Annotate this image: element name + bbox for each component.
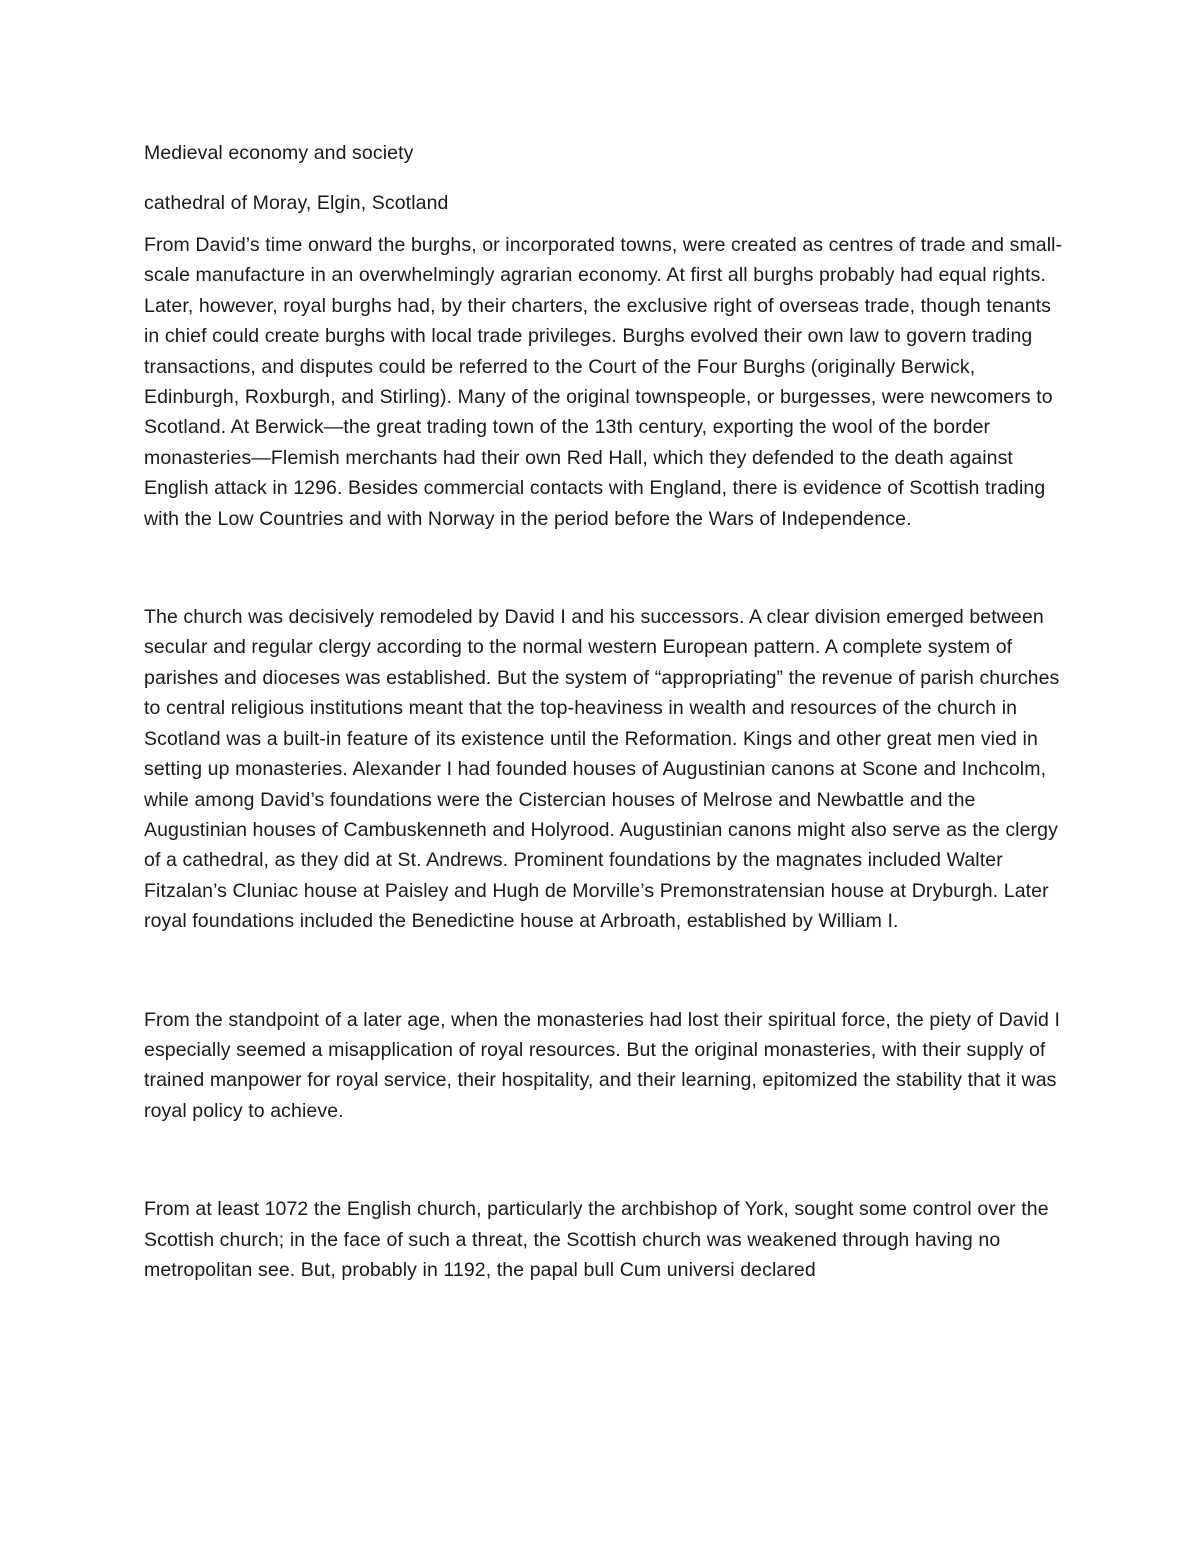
paragraph-church: The church was decisively remodeled by David I and his successors. A clear division emerged between secular and regular clergy according to the normal western European pattern. A complete system of parishes and dioceses was established. But the system of “appropriating” the revenue of parish churches to central religious institutions meant that the top-heaviness in wealth and resources of the church in Scotland was a built-in feature of its existence until the Reformation. Kings and other great men vied in setting up monasteries. Alexander I had founded houses of Augustinian canons at Scone and Inchcolm, while among David’s foundations were the Cistercian houses of Melrose and Newbattle and the Augustinian houses of Cambuskenneth and Holyrood. Augustinian canons might also serve as the clergy of a cathedral, as they did at St. Andrews. Prominent foundations by the magnates included Walter Fitzalan’s Cluniac house at Paisley and Hugh de Morville’s Premonstratensian house at Dryburgh. Later royal foundations included the Benedictine house at Arbroath, established by William I. — [144, 606, 1060, 933]
paragraph-spacer — [144, 937, 1064, 1005]
document-title: Medieval economy and society — [144, 142, 414, 164]
paragraph-monasteries: From the standpoint of a later age, when the monasteries had lost their spiritual force, the piety of David I especially seemed a misapplication of royal resources. But the original monasteries, with their supply of trained manpower for royal service, their hospitality, and their learning, epitomized the stability that it was royal policy to achieve. — [144, 1008, 1060, 1122]
paragraph-spacer — [144, 534, 1064, 602]
document-subtitle: cathedral of Moray, Elgin, Scotland — [144, 192, 449, 214]
paragraph-burghs: From David’s time onward the burghs, or incorporated towns, were created as centres of trade and small-scale manufacture in an overwhelmingly agrarian economy. At first all burghs probably had equal rights. Later, however, royal burghs had, by their charters, the exclusive right of overseas trade, though tenants in chief could create burghs with local trade privileges. Burghs evolved their own law to govern trading transactions, and disputes could be referred to the Court of the Four Burghs (originally Berwick, Edinburgh, Roxburgh, and Stirling). Many of the original townspeople, or burgesses, were newcomers to Scotland. At Berwick—the great trading town of the 13th century, exporting the wool of the border monasteries—Flemish merchants had their own Red Hall, which they defended to the death against English attack in 1296. Besides commercial contacts with England, there is evidence of Scottish trading with the Low Countries and with Norway in the period before the Wars of Independence. — [144, 234, 1063, 530]
paragraph-spacer — [144, 1126, 1064, 1194]
paragraph-english-church: From at least 1072 the English church, particularly the archbishop of York, sought some control over the Scottish church; in the face of such a threat, the Scottish church was weakened through having no metropolitan see. But, probably in 1192, the papal bull Cum universi declared — [144, 1198, 1049, 1281]
document-page — [144, 138, 1064, 1285]
